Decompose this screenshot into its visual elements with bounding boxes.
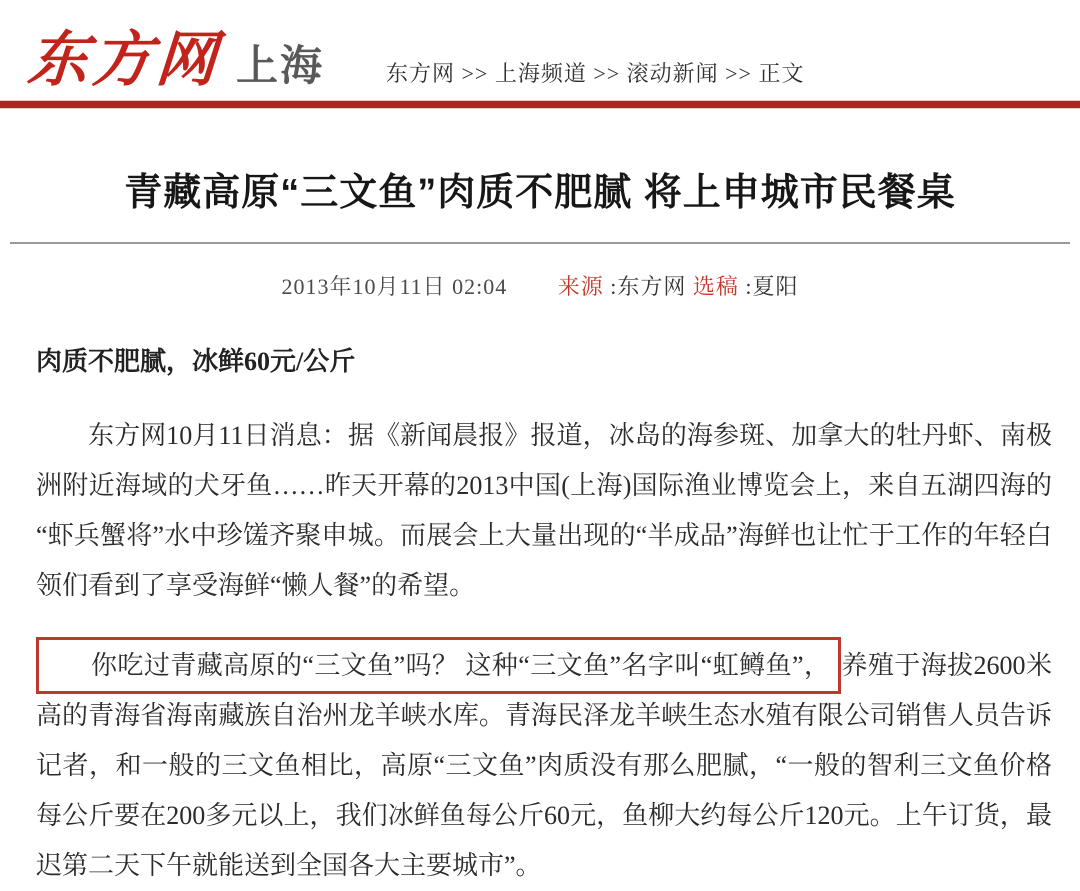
paragraph-1: 东方网10月11日消息：据《新闻晨报》报道，冰岛的海参斑、加拿大的牡丹虾、南极洲附近海域的犬牙鱼……昨天开幕的2013中国(上海)国际渔业博览会上，来自五湖四海的“虾兵蟹将”水中珍馐齐聚申城。而展会上大量出现的“半成品”海鲜也让忙于工作的年轻白领们看到了享受海鲜“懒人餐”的希望。: [36, 421, 1052, 600]
page-title: 青藏高原“三文鱼”肉质不肥腻 将上申城市民餐桌: [124, 172, 956, 214]
site-logo[interactable]: [25, 25, 325, 95]
site-header: [0, 0, 1080, 100]
article-meta: [0, 270, 1080, 301]
breadcrumb[interactable]: 东方网 >> 上海频道 >> 滚动新闻 >> 正文: [386, 61, 805, 86]
paragraph-2-rest: 养殖于海拔2600米高的青海省海南藏族自治州龙羊峡水库。青海民泽龙羊峡生态水殖有限公司销售人员告诉记者，和一般的三文鱼相比，高原“三文鱼”肉质没有那么肥腻，“一般的智利三文鱼价格每公斤要在200多元以上，我们冰鲜鱼每公斤60元，鱼柳大约每公斤120元。上午订货，最迟第二天下午就能送到全国各大主要城市”。: [36, 651, 1052, 880]
source-value: :东方网: [610, 274, 687, 299]
publish-date: 2013年10月11日 02:04: [281, 274, 508, 299]
logo-calligraphy-text[interactable]: 东方网: [25, 25, 223, 95]
article-body: [36, 337, 1052, 891]
editor-label: 选稿: [692, 274, 739, 299]
paragraph-2: [36, 641, 1052, 891]
lead-sentence: 肉质不肥腻，冰鲜60元/公斤: [36, 347, 356, 376]
editor-value: :夏阳: [745, 274, 799, 299]
logo-region-label: 上海: [236, 42, 325, 89]
source-label: 来源: [557, 274, 604, 299]
header-divider-bar: [0, 100, 1080, 109]
title-divider-line: [10, 242, 1070, 244]
highlighted-sentence-box: 你吃过青藏高原的“三文鱼”吗？ 这种“三文鱼”名字叫“虹鳟鱼”，: [36, 637, 841, 694]
